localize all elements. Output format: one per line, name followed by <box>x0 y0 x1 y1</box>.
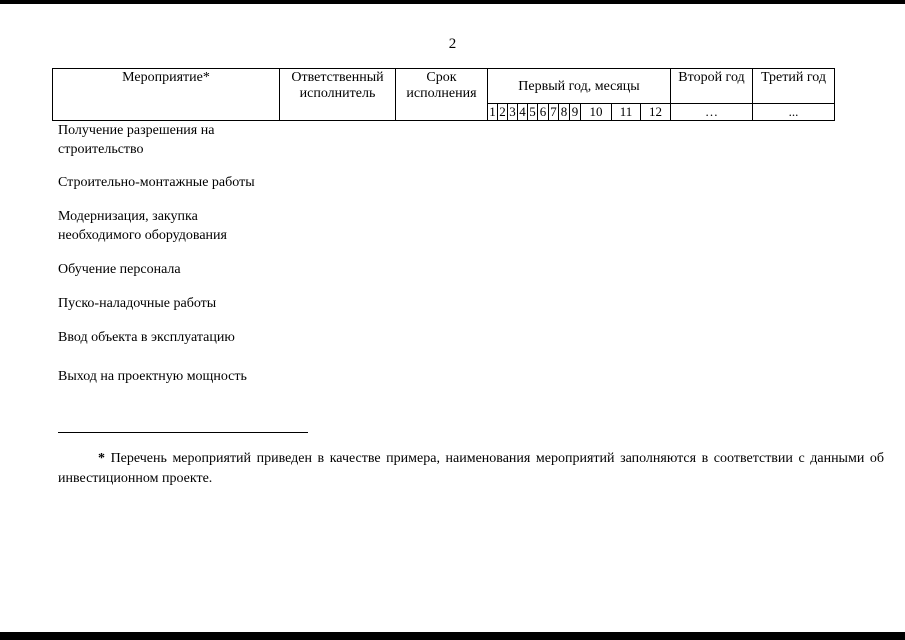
event-item: Получение разрешения на строительство <box>58 123 215 157</box>
bottom-border <box>0 632 905 640</box>
month-cell: 1 <box>489 104 496 119</box>
header-first-year: Первый год, месяцы <box>488 69 671 104</box>
page-number: 2 <box>448 36 457 52</box>
footnote <box>58 449 884 489</box>
month-cell: 7 <box>550 104 557 119</box>
event-item: Обучение персонала <box>58 262 181 277</box>
month-cell: 9 <box>570 104 581 121</box>
third-year-placeholder: ... <box>753 104 835 121</box>
month-cell: 2 <box>499 104 506 119</box>
header-second-year: Второй год <box>671 69 753 104</box>
month-cell: 11 <box>612 104 641 121</box>
month-cell: 4 <box>519 104 526 119</box>
event-item: Выход на проектную мощность <box>58 369 247 384</box>
event-item: Пуско-наладочные работы <box>58 296 217 311</box>
top-border <box>0 0 905 4</box>
schedule-table <box>52 68 835 121</box>
month-cell: 8 <box>559 104 570 121</box>
event-item: Ввод объекта в эксплуатацию <box>58 330 235 345</box>
month-cell: 3 <box>509 104 516 119</box>
month-cell: 5 <box>529 104 536 119</box>
header-responsible: Ответственный исполнитель <box>280 69 396 121</box>
month-cell: 12 <box>641 104 671 121</box>
header-deadline: Срок исполнения <box>396 69 488 121</box>
event-item: Модернизация, закупка необходимого оборудования <box>58 209 227 243</box>
footnote-marker: * <box>98 451 105 466</box>
header-event: Мероприятие* <box>53 69 280 121</box>
second-year-placeholder: … <box>671 104 753 121</box>
month-cell: 6 <box>538 104 549 121</box>
event-item: Строительно-монтажные работы <box>58 175 255 190</box>
footnote-separator <box>58 432 308 433</box>
month-cell: 10 <box>581 104 612 121</box>
header-third-year: Третий год <box>753 69 835 104</box>
footnote-text: Перечень мероприятий приведен в качестве примера, наименования мероприятий заполняются в соответствии с данными об инвестиционном проекте. <box>58 451 885 486</box>
